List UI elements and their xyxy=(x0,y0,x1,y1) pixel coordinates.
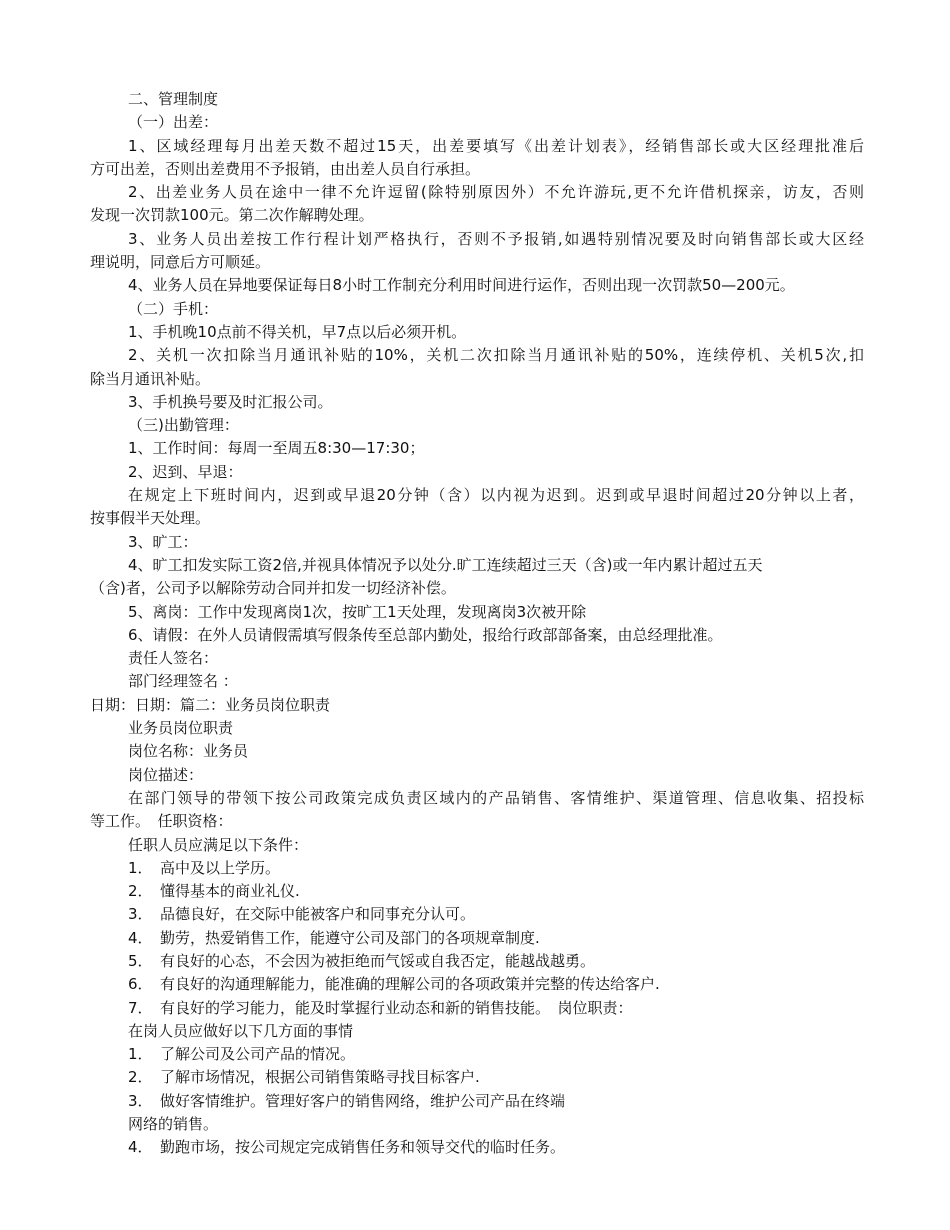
text-line: 3、旷工： xyxy=(128,532,198,551)
text-line: 5、离岗：工作中发现离岗1次，按旷工1天处理，发现离岗3次被开除 xyxy=(128,602,587,621)
text-line: 1、区域经理每月出差天数不超过15天，出差要填写《出差计划表》，经销售部长或大区经理批准后 xyxy=(128,136,864,155)
text-line: 1． 高中及以上学历。 xyxy=(128,858,281,877)
text-line: （二）手机： xyxy=(128,299,219,318)
text-line: 发现一次罚款100元。第二次作解聘处理。 xyxy=(90,206,374,225)
text-line: 日期：日期：篇二：业务员岗位职责 xyxy=(90,695,331,714)
text-line: （三)出勤管理： xyxy=(128,416,239,435)
text-line: 2、出差业务人员在途中一律不允许逗留(除特别原因外）不允许游玩,更不允许借机探亲，访友，否则 xyxy=(128,183,864,202)
text-line: 3． 做好客情维护。管理好客户的销售网络，维护公司产品在终端 xyxy=(128,1091,566,1110)
text-line: 在岗人员应做好以下几方面的事情 xyxy=(128,1021,354,1040)
text-line: （含)者，公司予以解除劳动合同并扣发一切经济补偿。 xyxy=(90,579,456,598)
text-line: 2、迟到、早退： xyxy=(128,462,243,481)
text-line: 3． 品德良好，在交际中能被客户和同事充分认可。 xyxy=(128,905,476,924)
text-line: 方可出差，否则出差费用不予报销，由出差人员自行承担。 xyxy=(90,159,481,178)
text-line: 4． 勤跑市场，按公司规定完成销售任务和领导交代的临时任务。 xyxy=(128,1138,566,1157)
document-body xyxy=(90,88,864,1160)
text-line: 4、旷工扣发实际工资2倍,并视具体情况予以处分.旷工连续超过三天（含)或一年内累计超过五天 xyxy=(128,555,763,574)
text-line: 任职人员应满足以下条件： xyxy=(128,835,309,854)
text-line: 按事假半天处理。 xyxy=(90,509,211,528)
text-line: 1、手机晚10点前不得关机，早7点以后必须开机。 xyxy=(128,322,467,341)
text-line: 在部门领导的带领下按公司政策完成负责区域内的产品销售、客情维护、渠道管理、信息收集、招投标 xyxy=(128,788,864,807)
text-line: 网络的销售。 xyxy=(128,1115,219,1134)
text-line: 1、工作时间：每周一至周五8:30—17:30； xyxy=(128,439,425,458)
text-line: 二、管理制度 xyxy=(128,90,219,108)
text-line: 4． 勤劳，热爱销售工作，能遵守公司及部门的各项规章制度. xyxy=(128,928,540,947)
text-line: 3、手机换号要及时汇报公司。 xyxy=(128,392,333,411)
text-line: 2． 懂得基本的商业礼仪. xyxy=(128,882,300,901)
text-line: 理说明，同意后方可顺延。 xyxy=(90,253,271,272)
text-line: 2． 了解市场情况，根据公司销售策略寻找目标客户. xyxy=(128,1068,480,1087)
text-line: 责任人签名： xyxy=(128,649,219,668)
text-line: 6． 有良好的沟通理解能力，能准确的理解公司的各项政策并完整的传达给客户. xyxy=(128,975,660,994)
text-line: 等工作。 任职资格： xyxy=(90,812,233,831)
text-line: 岗位描述： xyxy=(128,765,204,784)
text-line: 部门经理签名 ： xyxy=(128,672,238,691)
text-line: 业务员岗位职责 xyxy=(128,719,234,738)
text-line: 5． 有良好的心态，不会因为被拒绝而气馁或自我否定，能越战越勇。 xyxy=(128,951,596,970)
text-line: 7． 有良好的学习能力，能及时掌握行业动态和新的销售技能。 岗位职责： xyxy=(128,998,633,1017)
text-line: 6、请假：在外人员请假需填写假条传至总部内勤处，报给行政部部备案，由总经理批准。 xyxy=(128,625,723,644)
text-line: 3、业务人员出差按工作行程计划严格执行，否则不予报销,如遇特别情况要及时向销售部长或大区经 xyxy=(128,229,864,248)
text-line: 4、业务人员在异地要保证每日8小时工作制充分利用时间进行运作，否则出现一次罚款50—200元。 xyxy=(128,276,795,295)
text-line: 岗位名称：业务员 xyxy=(128,742,249,761)
text-line: 2、关机一次扣除当月通讯补贴的10%，关机二次扣除当月通讯补贴的50%，连续停机、关机5次,扣 xyxy=(128,346,864,365)
text-line: （一）出差： xyxy=(128,113,219,132)
text-line: 1． 了解公司及公司产品的情况。 xyxy=(128,1045,356,1064)
text-line: 除当月通讯补贴。 xyxy=(90,369,211,388)
text-line: 在规定上下班时间内，迟到或早退20分钟（含）以内视为迟到。迟到或早退时间超过20分钟以上者， xyxy=(128,486,864,505)
